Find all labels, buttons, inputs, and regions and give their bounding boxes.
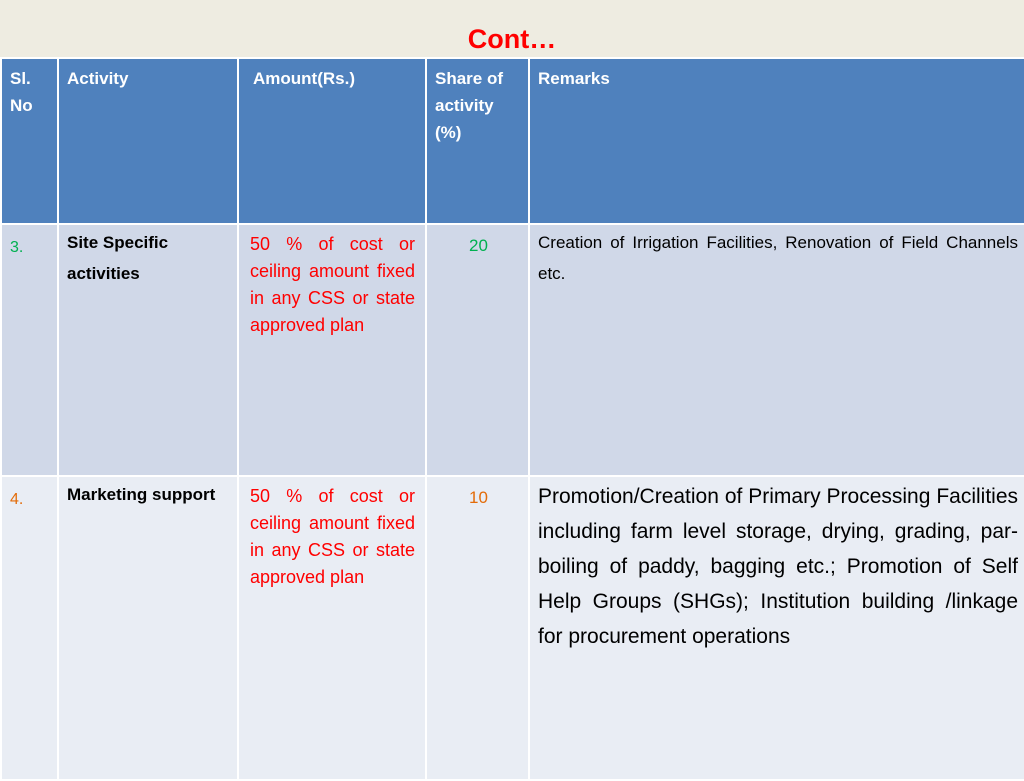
row-sl-no: 4.	[1, 476, 58, 780]
header-activity: Activity	[58, 58, 238, 224]
row-share: 20	[426, 224, 529, 476]
row-share: 10	[426, 476, 529, 780]
row-activity: Marketing support	[58, 476, 238, 780]
slide-title: Cont…	[467, 24, 557, 54]
table-row	[1, 224, 1024, 476]
row-activity: Site Specific activities	[58, 224, 238, 476]
row-remarks: Creation of Irrigation Facilities, Renovation of Field Channels etc.	[529, 224, 1024, 476]
table-row	[1, 476, 1024, 780]
row-sl-no: 3.	[1, 224, 58, 476]
header-share: Share of activity (%)	[426, 58, 529, 224]
table-header-row	[1, 58, 1024, 224]
activity-table	[0, 57, 1024, 781]
row-amount: 50 % of cost or ceiling amount fixed in any CSS or state approved plan	[238, 224, 426, 476]
row-amount: 50 % of cost or ceiling amount fixed in any CSS or state approved plan	[238, 476, 426, 780]
header-sl-no: Sl. No	[1, 58, 58, 224]
header-amount: Amount(Rs.)	[238, 58, 426, 224]
header-remarks: Remarks	[529, 58, 1024, 224]
row-remarks: Promotion/Creation of Primary Processing Facilities including farm level storage, drying, grading, par-boiling of paddy, bagging etc.; Promotion of Self Help Groups (SHGs); Institution building /linkage for procurement operations	[529, 476, 1024, 780]
